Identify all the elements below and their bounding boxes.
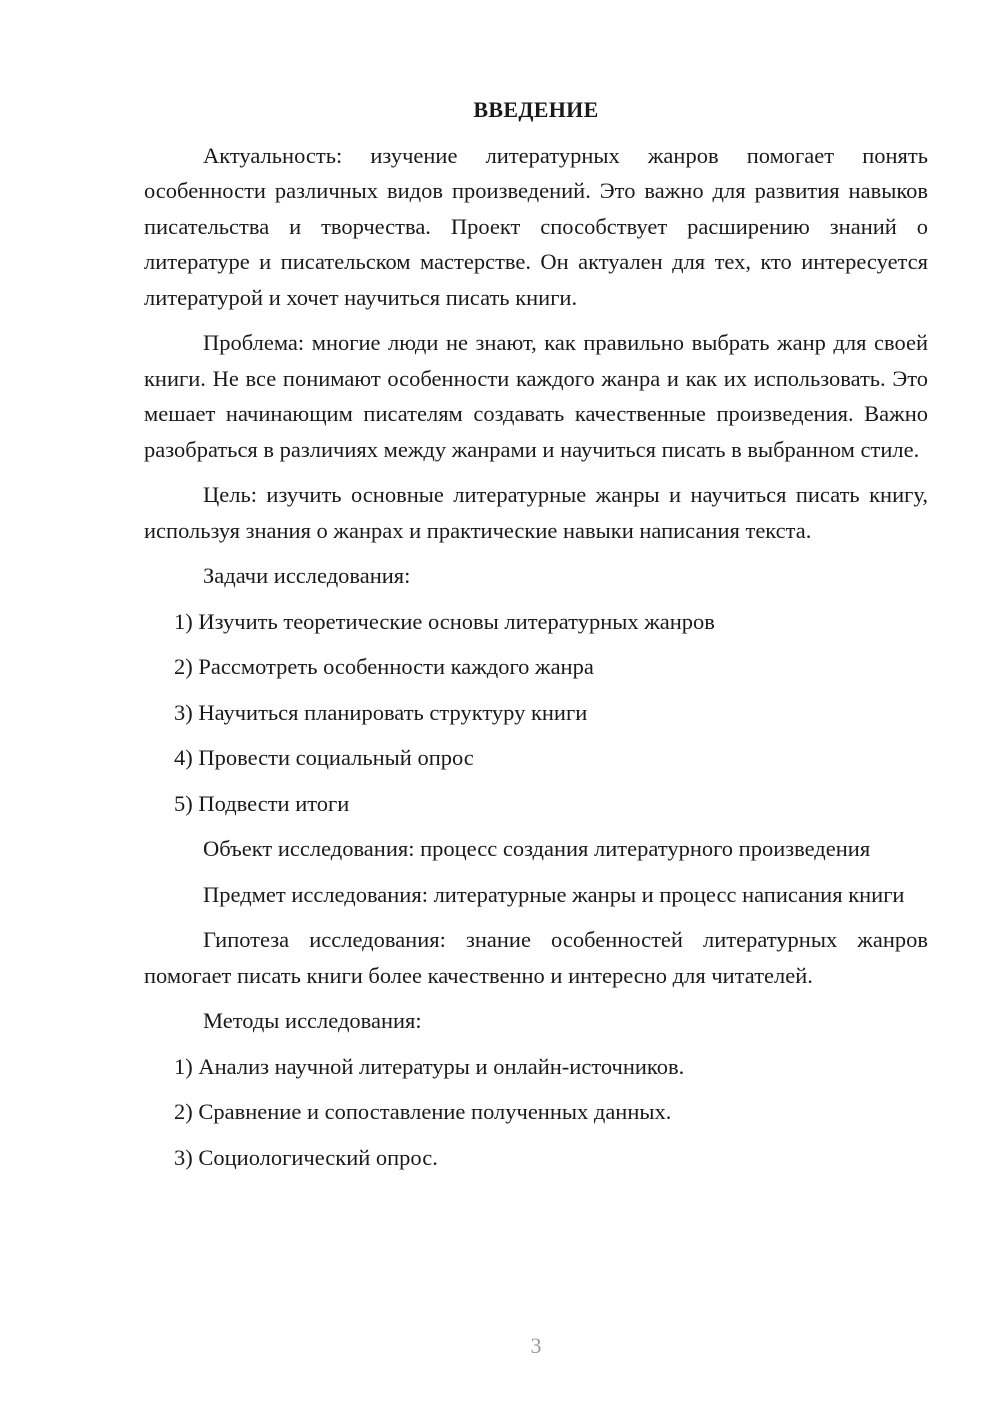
tasks-heading: Задачи исследования:	[203, 563, 411, 588]
method-item: 3) Социологический опрос.	[174, 1144, 438, 1170]
task-item: 4) Провести социальный опрос	[174, 745, 474, 770]
relevance-paragraph: Актуальность: изучение литературных жанров помогает понять особенности различных видов произведений. Это важно для развития навыков писательства и творчества. Проект способствует расширению знаний о литературе и писательском мастерстве. Он актуален для тех, кто интересуется литературой и хочет научиться писать книги.	[144, 142, 928, 310]
goal-paragraph: Цель: изучить основные литературные жанры и научиться писать книгу, используя знания о жанрах и практические навыки написания текста.	[144, 482, 928, 543]
page-number: 3	[530, 1333, 542, 1358]
page-content	[144, 92, 928, 1185]
method-item: 1) Анализ научной литературы и онлайн-источников.	[174, 1053, 685, 1079]
subject-paragraph: Предмет исследования: литературные жанры и процесс написания книги	[203, 881, 905, 907]
object-paragraph: Объект исследования: процесс создания литературного произведения	[203, 836, 871, 861]
task-item: 3) Научиться планировать структуру книги	[174, 699, 588, 725]
task-item: 5) Подвести итоги	[174, 790, 350, 816]
hypothesis-paragraph: Гипотеза исследования: знание особенностей литературных жанров помогает писать книги более качественно и интересно для читателей.	[144, 927, 928, 988]
page-title: ВВЕДЕНИЕ	[473, 97, 599, 122]
method-item: 2) Сравнение и сопоставление полученных данных.	[174, 1099, 672, 1124]
task-item: 2) Рассмотреть особенности каждого жанра	[174, 654, 594, 679]
task-item: 1) Изучить теоретические основы литературных жанров	[174, 608, 715, 634]
methods-heading: Методы исследования:	[203, 1008, 422, 1033]
problem-paragraph: Проблема: многие люди не знают, как правильно выбрать жанр для своей книги. Не все понимают особенности каждого жанра и как их использовать. Это мешает начинающим писателям создавать качественные произведения. Важно разобраться в различиях между жанрами и научиться писать в выбранном стиле.	[144, 330, 928, 462]
